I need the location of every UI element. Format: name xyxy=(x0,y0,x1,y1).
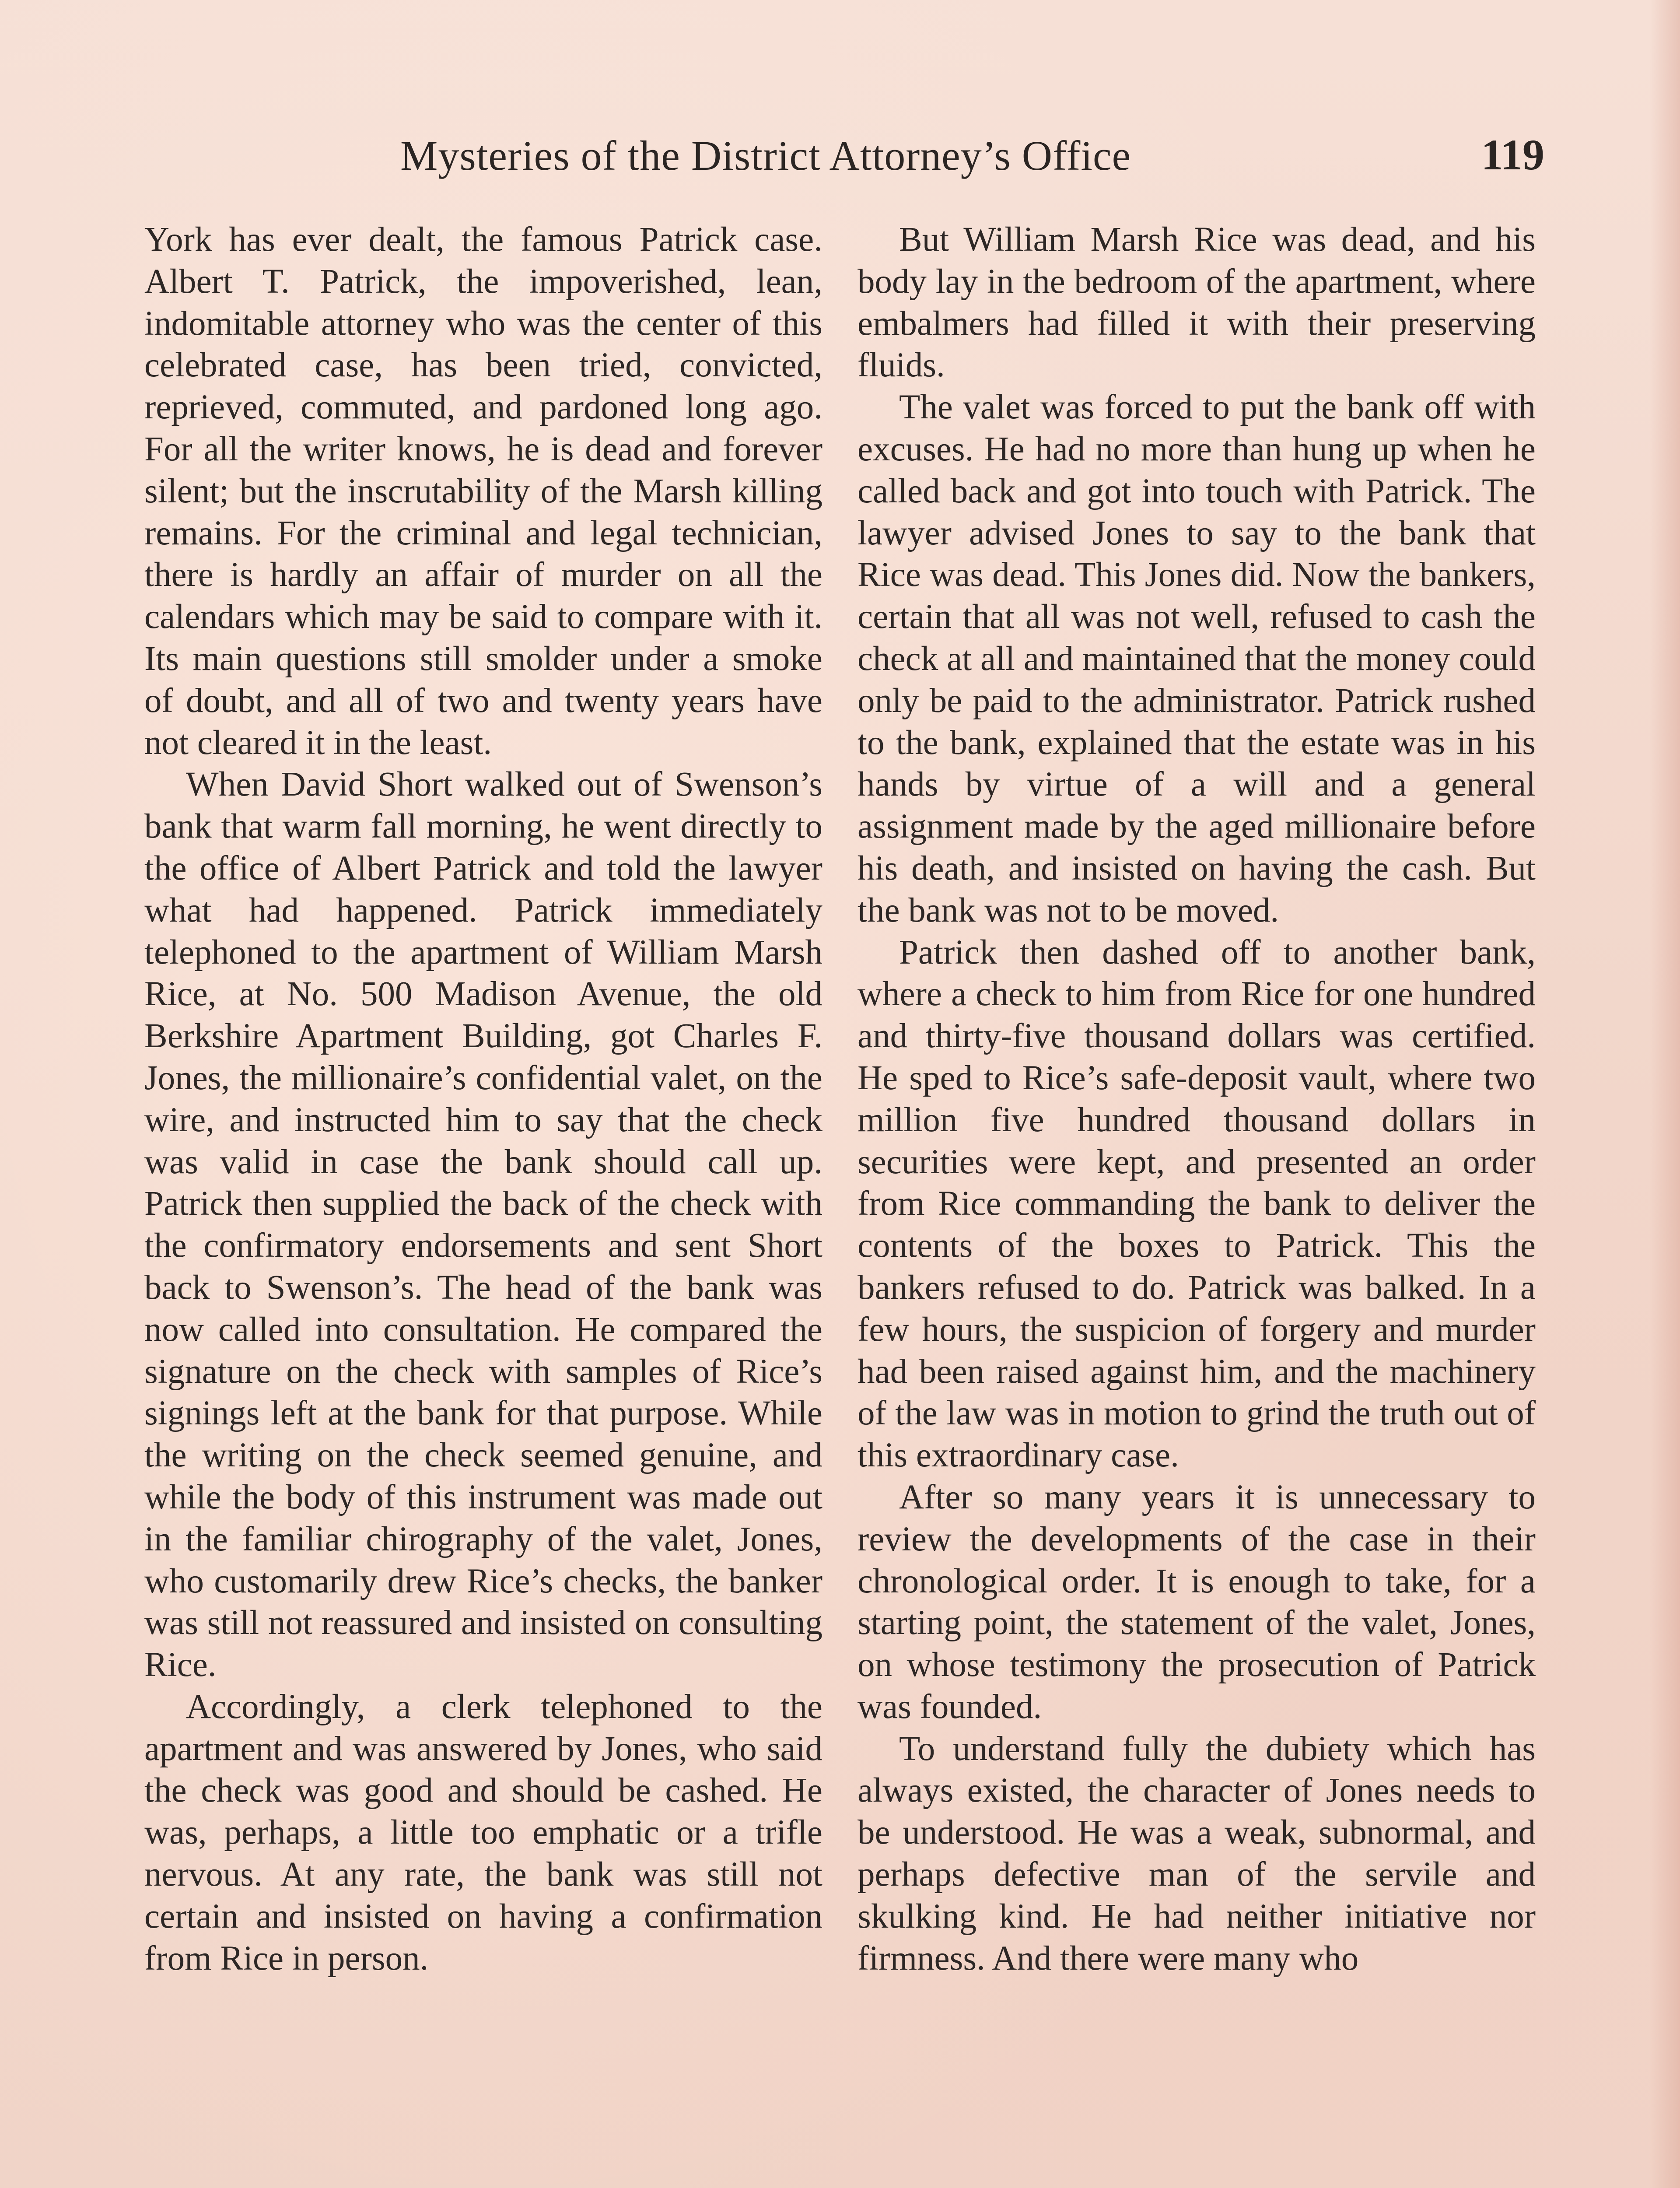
paragraph: York has ever dealt, the famous Patrick case. Albert T. Patrick, the impoverished, lean, indomitable attorney who was the center of this celebrated case, has been tried, convicted, reprieved, commuted, and pardoned long ago. For all the writer knows, he is dead and forever silent; but the inscrutability of the Marsh killing remains. For the criminal and legal technician, there is hardly an affair of murder on all the calendars which may be said to compare with it. Its main questions still smolder under a smoke of doubt, and all of two and twenty years have not cleared it in the least. xyxy=(144,221,822,762)
page-number: 119 xyxy=(1481,130,1544,179)
right-column xyxy=(858,219,1536,1979)
page-header xyxy=(144,131,1544,188)
paragraph: After so many years it is unnecessary to review the developments of the case in their chronological order. It is enough to take, for a starting point, the statement of the valet, Jones, on whose testimony the prosecution of Patrick was founded. xyxy=(858,1478,1536,1726)
paragraph: The valet was forced to put the bank off with excuses. He had no more than hung up when he called back and got into touch with Patrick. The lawyer advised Jones to say to the bank that Rice was dead. This Jones did. Now the bankers, certain that all was not well, refused to cash the check at all and maintained that the money could only be paid to the administrator. Patrick rushed to the bank, explained that the estate was in his hands by virtue of a will and a general assignment made by the aged millionaire before his death, and insisted on having the cash. But the bank was not to be moved. xyxy=(858,388,1536,929)
paragraph: To understand fully the dubiety which has always existed, the character of Jones needs to be understood. He was a weak, subnormal, and perhaps defective man of the servile and skulking kind. He had neither initiative nor firmness. And there were many who xyxy=(858,1729,1536,1978)
paragraph: But William Marsh Rice was dead, and his body lay in the bedroom of the apartment, where embalmers had filled it with their preserving fluids. xyxy=(858,221,1536,385)
paragraph: Patrick then dashed off to another bank, where a check to him from Rice for one hundred and thirty-five thousand dollars was certified. He sped to Rice’s safe-deposit vault, where two million five hundred thousand dollars in securities were kept, and presented an order from Rice commanding the bank to deliver the contents of the boxes to Patrick. This the bankers refused to do. Patrick was balked. In a few hours, the suspicion of forgery and murder had been raised against him, and the machinery of the law was in motion to grind the truth out of this extraordinary case. xyxy=(858,933,1536,1475)
running-title: Mysteries of the District Attorney’s Office xyxy=(400,132,1131,179)
paragraph: Accordingly, a clerk telephoned to the apartment and was answered by Jones, who said the check was good and should be cashed. He was, perhaps, a little too emphatic or a trifle nervous. At any rate, the bank was still not certain and insisted on having a confirmation from Rice in person. xyxy=(144,1687,822,1978)
page-edge-shadow xyxy=(1649,0,1680,2188)
paragraph: When David Short walked out of Swenson’s bank that warm fall morning, he went directly to the office of Albert Patrick and told the lawyer what had happened. Patrick immediately telephoned to the apartment of William Marsh Rice, at No. 500 Madison Avenue, the old Berkshire Apartment Building, got Charles F. Jones, the millionaire’s confidential valet, on the wire, and instructed him to say that the check was valid in case the bank should call up. Patrick then supplied the back of the check with the confirmatory endorsements and sent Short back to Swenson’s. The head of the bank was now called into consultation. He compared the signature on the check with samples of Rice’s signings left at the bank for that purpose. While the writing on the check seemed genuine, and while the body of this instrument was made out in the familiar chirography of the valet, Jones, who customarily drew Rice’s checks, the banker was still not reassured and insisted on consulting Rice. xyxy=(144,765,822,1684)
left-column xyxy=(144,219,822,1979)
